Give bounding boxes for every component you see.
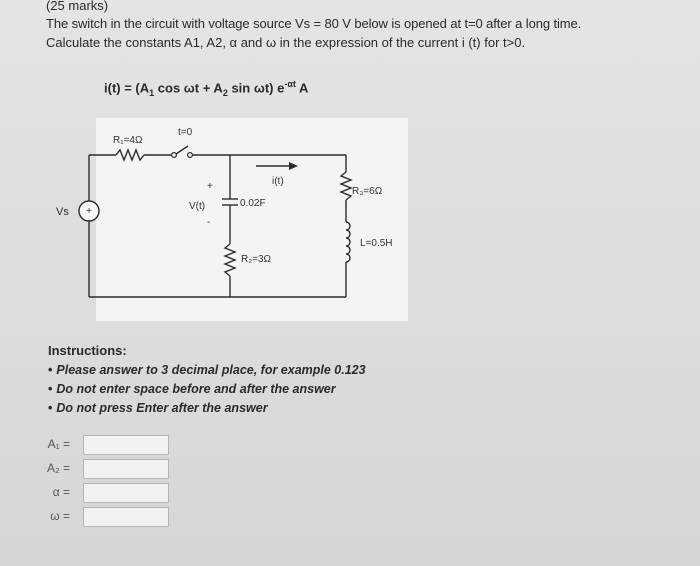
formula-part: A	[295, 80, 309, 96]
instruction-item: • Please answer to 3 decimal place, for example 0.123	[48, 361, 366, 380]
instructions-title: Instructions:	[48, 343, 127, 358]
source-label: Vs	[56, 206, 69, 218]
instruction-item: • Do not press Enter after the answer	[48, 399, 366, 418]
r3-label: R₃=6Ω	[352, 186, 383, 197]
formula-part: sin ωt) e	[227, 80, 285, 96]
source-plus: +	[86, 206, 92, 217]
current-label: i(t)	[272, 176, 284, 187]
switch-label: t=0	[178, 127, 193, 138]
question-line-1: The switch in the circuit with voltage source Vs = 80 V below is opened at t=0 after a long time.	[46, 16, 582, 31]
omega-label: ω =	[50, 509, 70, 523]
switch-contact	[172, 153, 177, 158]
instructions-list	[48, 361, 366, 418]
r2-label: R₂=3Ω	[241, 254, 271, 265]
vt-label: V(t)	[189, 201, 206, 212]
cap-minus-sign: -	[207, 217, 211, 228]
a2-label: A₂ =	[46, 461, 70, 475]
inductor-label: L=0.5H	[360, 238, 393, 249]
formula-exponent: -αt	[284, 79, 296, 89]
r1-label: R₁=4Ω	[113, 135, 143, 146]
instruction-item: • Do not enter space before and after the answer	[48, 380, 366, 399]
switch-contact	[188, 153, 193, 158]
a1-input[interactable]	[83, 435, 169, 455]
question-line-2: Calculate the constants A1, A2, α and ω in the expression of the current i (t) for t>0.	[46, 35, 526, 50]
alpha-input[interactable]	[83, 483, 169, 503]
formula-sub: 1	[149, 87, 155, 98]
circuit-panel	[96, 118, 408, 321]
alpha-label: α =	[52, 485, 70, 499]
formula-part: cos ωt + A	[154, 80, 223, 96]
a2-input[interactable]	[83, 459, 169, 479]
marks-label: (25 marks)	[46, 0, 109, 13]
omega-input[interactable]	[83, 507, 169, 527]
a1-label: A₁ =	[47, 437, 70, 451]
capacitor-label: 0.02F	[240, 198, 266, 209]
cap-plus-sign: +	[207, 181, 213, 192]
formula-sub: 2	[222, 87, 228, 98]
formula-part: i(t) = (A	[104, 80, 150, 96]
